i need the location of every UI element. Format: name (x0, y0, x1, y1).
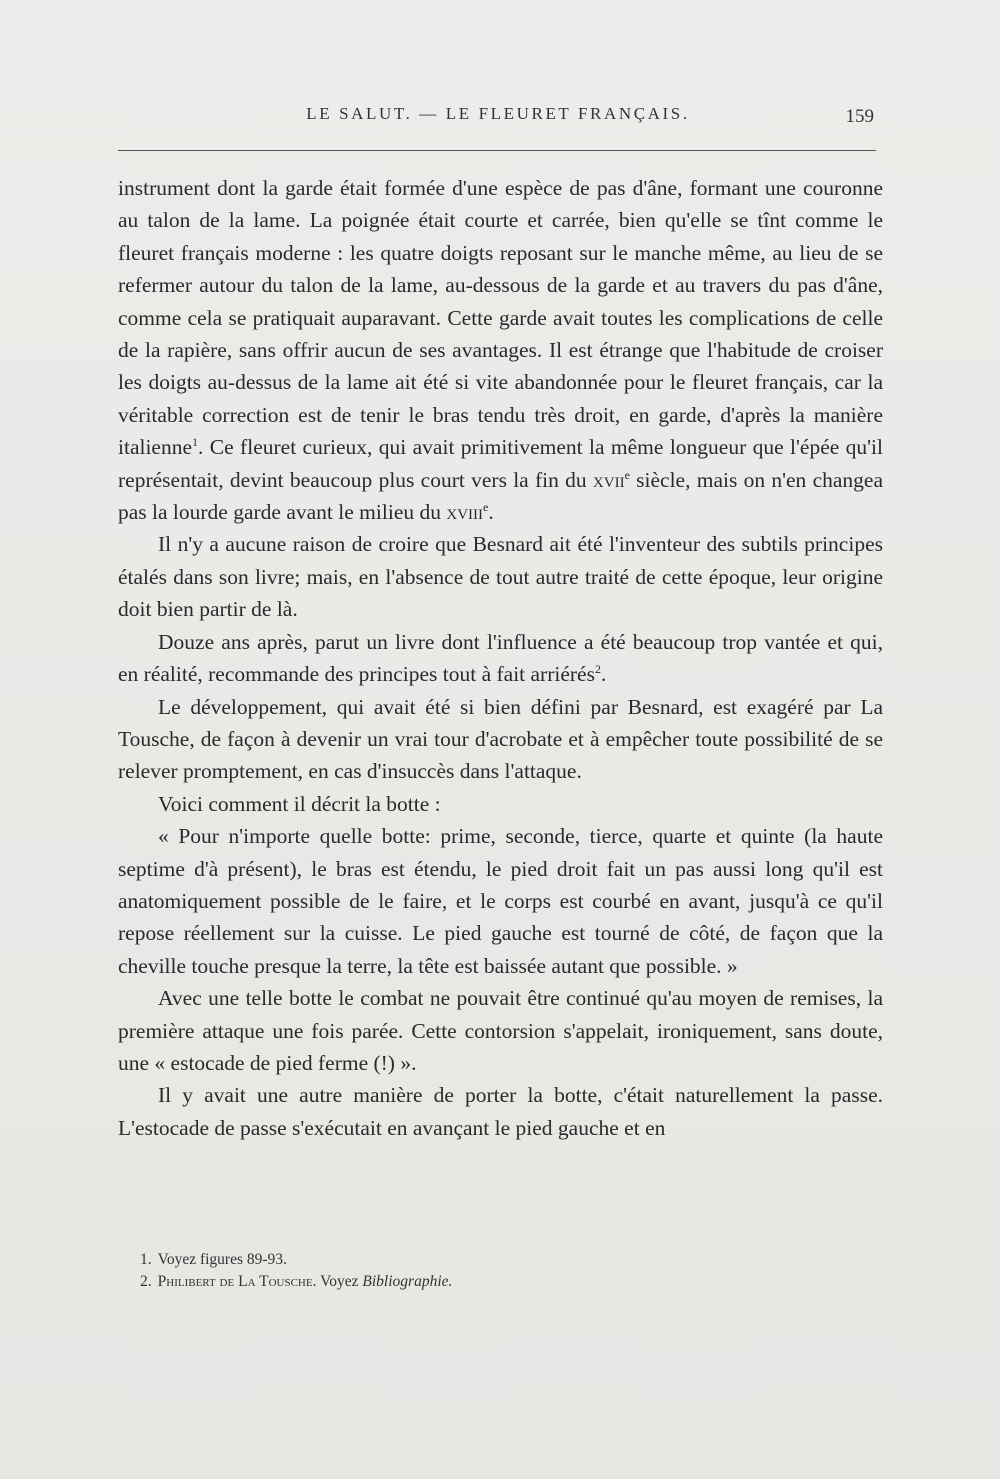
century-xviii-sup: e (483, 500, 489, 515)
footnote-2-author: Philibert de La Tousche. (157, 1273, 317, 1290)
footnote-2-number: 2. (140, 1273, 152, 1290)
paragraph-4: Le développement, qui avait été si bien défini par Besnard, est exagéré par La Tousche, de façon à devenir un vrai tour d'acrobate et à empêcher toute possibilité de se relever promptement, en cas d'insuccès dans l'attaque. (118, 694, 883, 784)
footnote-ref-1: 1 (192, 435, 199, 450)
paragraph-1-part-b: . Ce fleuret curieux, qui avait primitivement la même longueur que l'épée qu'il représentait, devint beaucoup plus court vers la fin du (118, 435, 883, 492)
paragraph-1-part-c: siècle, mais on n'en changea pas la lourde garde avant le milieu du (118, 467, 883, 525)
century-xvii: xvii (592, 467, 625, 492)
footnote-2-bibliography: Bibliographie. (362, 1273, 453, 1290)
paragraph-8: Il y avait une autre manière de porter la botte, c'était naturellement la passe. L'estocade de passe s'exécutait en avançant le pied gauche et en (118, 1083, 883, 1140)
paragraph-5: Voici comment il décrit la botte : (158, 791, 441, 816)
paragraph-1-part-a: instrument dont la garde était formée d'une espèce de pas d'âne, formant une couronne au talon de la lame. La poignée était courte et carrée, bien qu'elle se tînt comme le fleuret français moderne : les quatre doigts reposant sur le manche même, au lieu de se refermer autour du talon de la lame, au-dessous de la garde et au travers du pas d'âne, comme cela se pratiquait auparavant. Cette garde avait toutes les complications de celle de la rapière, sans offrir aucun de ses avantages. Il est étrange que l'habitude de croiser les doigts au-dessus de la lame ait été si vite abandonnée pour le fleuret français, car la véritable correction est de tenir le bras tendu très droit, en garde, d'après la manière italienne (118, 176, 883, 460)
paragraph-1-part-d: . (488, 500, 494, 525)
header-rule (118, 150, 876, 151)
footnote-1-text: Voyez figures 89-93. (157, 1251, 287, 1268)
footnote-2-text: Voyez (316, 1273, 363, 1290)
paragraph-2: Il n'y a aucune raison de croire que Besnard ait été l'inventeur des subtils principes étalés dans son livre; mais, en l'absence de tout autre traité de cette époque, leur origine doit bien partir de là. (118, 532, 883, 622)
paragraph-7: Avec une telle botte le combat ne pouvait être continué qu'au moyen de remises, la première attaque une fois parée. Cette contorsion s'appelait, ironiquement, sans doute, une « estocade de pied ferme (!) ». (118, 986, 883, 1075)
paragraph-3-part-a: Douze ans après, parut un livre dont l'influence a été beaucoup trop vantée et qui, en réalité, recommande des principes tout à fait arriérés (118, 629, 883, 687)
footnotes (140, 1249, 860, 1293)
footnote-ref-2: 2 (594, 662, 601, 677)
running-head (118, 104, 878, 134)
page-number: 159 (845, 106, 874, 127)
footnote-1 (140, 1249, 860, 1271)
running-head-title: LE SALUT. — LE FLEURET FRANÇAIS. (306, 104, 690, 123)
paragraph-3 (118, 626, 883, 691)
footnote-2 (140, 1271, 860, 1293)
paragraph-3-part-b: . (600, 662, 607, 687)
body-text (118, 172, 883, 1144)
paragraph-6-quote: « Pour n'importe quelle botte: prime, seconde, tierce, quarte et quinte (la haute septime d'à présent), le bras est étendu, le pied droit fait un pas aussi long qu'il est anatomiquement possible de le faire, et le corps est courbé en avant, jusqu'à ce qu'il repose réellement sur la cuisse. Le pied gauche est tourné de côté, de façon que la cheville touche presque la terre, la tête est baissée autant que possible. » (118, 824, 883, 978)
century-xviii: xviii (446, 500, 484, 525)
footnote-1-number: 1. (140, 1251, 152, 1268)
paragraph-1 (118, 172, 883, 528)
century-xvii-sup: e (624, 467, 630, 482)
